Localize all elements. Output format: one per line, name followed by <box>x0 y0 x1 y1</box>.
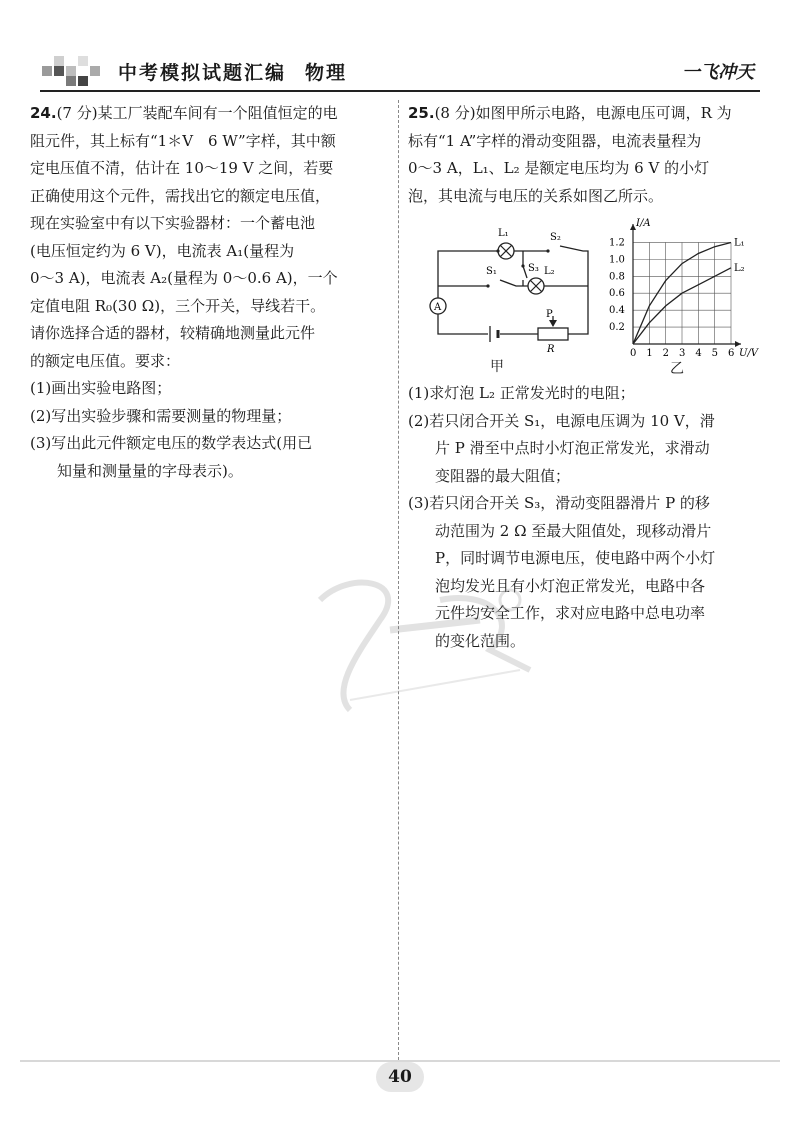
question-part: (1)画出实验电路图； <box>30 379 172 397</box>
figures <box>408 216 770 376</box>
y-axis-label: I/A <box>636 218 651 229</box>
question-part: (3)写出此元件额定电压的数学表达式(用已 <box>30 434 313 452</box>
header-decoration-icon <box>40 52 110 88</box>
x-tick-label: 5 <box>711 348 719 359</box>
question-line: 的额定电压值。要求： <box>30 351 181 370</box>
y-tick-label: 1.2 <box>609 237 625 249</box>
question-part-continued: 的变化范围。 <box>435 631 526 650</box>
circuit-diagram <box>428 216 598 356</box>
header-title: 中考模拟试题汇编 <box>118 62 287 84</box>
question-line: 阻元件，其上标有“1＊V 6 W”字样，其中额 <box>30 131 336 150</box>
watermark-logo <box>290 560 550 730</box>
question-part-continued: 动范围为 2 Ω 至最大阻值处，现移动滑片 <box>435 521 712 540</box>
label-S3: S₃ <box>528 263 539 274</box>
label-P: P <box>546 309 553 320</box>
question-line: 定电压值不清，估计在 10～19 V 之间，若要 <box>30 159 334 177</box>
question-part: (3)若只闭合开关 S₃，滑动变阻器滑片 P 的移 <box>408 494 710 512</box>
label-L1: L₁ <box>498 228 509 239</box>
question-part: (2)写出实验步骤和需要测量的物理量； <box>30 406 292 425</box>
label-L2: L₂ <box>544 266 555 277</box>
question-line: 正确使用这个元件，需找出它的额定电压值， <box>30 186 331 205</box>
question-part-continued: 知量和测量量的字母表示)。 <box>57 461 243 480</box>
iu-graph <box>603 216 768 366</box>
question-line: 请你选择合适的器材，较精确地测量此元件 <box>30 324 316 342</box>
caption-jia: 甲 <box>490 359 504 375</box>
question-part: (1)求灯泡 L₂ 正常发光时的电阻； <box>408 384 635 402</box>
label-R: R <box>547 344 555 355</box>
series-label-1: L₁ <box>734 237 745 249</box>
x-tick-label: 3 <box>679 348 686 359</box>
question-number: 24. <box>30 104 57 122</box>
question-part-continued: P，同时调节电源电压，使电路中两个小灯 <box>435 549 716 567</box>
y-tick-label: 0.4 <box>609 305 625 317</box>
page-number: 40 <box>376 1062 424 1092</box>
label-S2: S₂ <box>550 232 561 243</box>
y-tick-label: 1.0 <box>609 254 625 266</box>
x-axis-arrow <box>735 341 741 347</box>
question-part: (2)若只闭合开关 S₁，电源电压调为 10 V，滑 <box>408 411 715 430</box>
label-S1: S₁ <box>486 266 497 277</box>
header-brand-logo: 一飞冲天 <box>682 62 754 83</box>
x-tick-label: 6 <box>728 348 735 359</box>
y-tick-label: 0.2 <box>609 322 625 334</box>
header-rule <box>40 90 760 92</box>
y-tick-label: 0.6 <box>609 288 625 300</box>
question-line: 定值电阻 R₀(30 Ω)，三个开关，导线若干。 <box>30 296 326 315</box>
x-tick-label: 4 <box>695 348 702 359</box>
label-ammeter: A <box>434 302 442 313</box>
question-line: 泡，其电流与电压的关系如图乙所示。 <box>408 186 664 205</box>
page-header <box>40 50 760 94</box>
question-part-continued: 泡均发光且有小灯泡正常发光，电路中各 <box>435 576 706 595</box>
page-footer <box>0 1060 800 1100</box>
question-line: (电压恒定约为 6 V)，电流表 A₁(量程为 <box>30 241 295 260</box>
question-part-continued: 片 P 滑至中点时小灯泡正常发光，求滑动 <box>435 439 710 457</box>
question-line: 现在实验室中有以下实验器材：一个蓄电池 <box>30 214 316 232</box>
series-label-2: L₂ <box>734 262 745 274</box>
question-line: 0～3 A)，电流表 A₂(量程为 0～0.6 A)，一个 <box>30 269 338 287</box>
question-number: 25. <box>408 104 435 122</box>
caption-yi: 乙 <box>670 361 684 377</box>
header-subject: 物理 <box>305 62 348 84</box>
question-line: (8 分)如图甲所示电路，电源电压可调，R 为 <box>434 104 732 122</box>
x-tick-label: 0 <box>630 348 637 359</box>
x-tick-label: 1 <box>646 348 653 359</box>
question-part-continued: 元件均安全工作，求对应电路中总电功率 <box>435 604 706 622</box>
question-line: 0～3 A，L₁、L₂ 是额定电压均为 6 V 的小灯 <box>408 159 710 177</box>
x-tick-label: 2 <box>662 348 670 359</box>
question-line: 标有“1 A”字样的滑动变阻器，电流表量程为 <box>408 131 702 150</box>
y-tick-label: 0.8 <box>609 271 625 283</box>
x-axis-label: U/V <box>739 348 759 359</box>
question-line: (7 分)某工厂装配车间有一个阻值恒定的电 <box>56 104 338 122</box>
question-part-continued: 变阻器的最大阻值； <box>435 466 571 485</box>
question-24 <box>30 100 385 485</box>
